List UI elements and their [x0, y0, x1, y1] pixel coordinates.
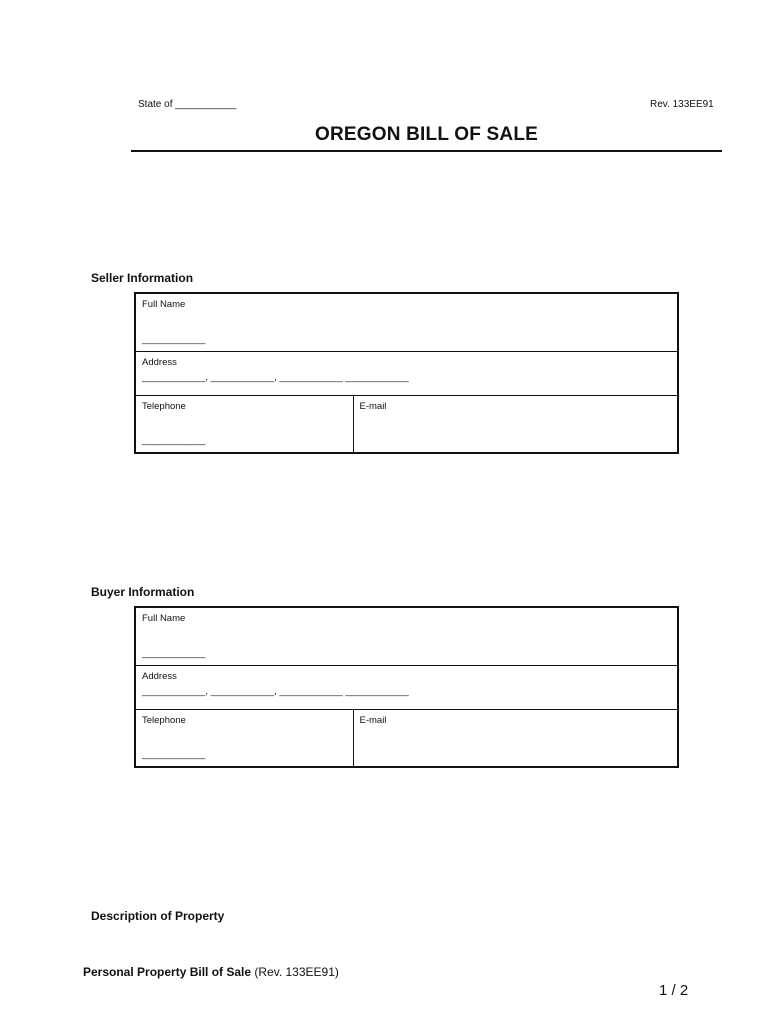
buyer-telephone-field[interactable]: ____________: [142, 749, 206, 760]
property-heading: Description of Property: [91, 909, 225, 923]
seller-email-label: E-mail: [359, 401, 387, 412]
buyer-full-name-label: Full Name: [142, 613, 186, 624]
seller-info-table: [134, 292, 679, 454]
buyer-address-field[interactable]: ____________, ____________, ____________ ____________: [142, 686, 409, 697]
seller-address-label: Address: [142, 357, 177, 368]
seller-heading: Seller Information: [91, 271, 194, 285]
seller-telephone-label: Telephone: [142, 401, 186, 412]
seller-full-name-field[interactable]: ____________: [142, 334, 206, 345]
buyer-telephone-cell[interactable]: [135, 710, 353, 768]
state-field: State of ___________: [138, 99, 237, 110]
page-title: OREGON BILL OF SALE: [314, 124, 538, 145]
footer-document-name: [83, 965, 339, 979]
title-divider: [131, 150, 722, 152]
buyer-address-cell[interactable]: [135, 666, 678, 710]
buyer-heading: Buyer Information: [91, 585, 195, 599]
footer-doc-title: Personal Property Bill of Sale: [83, 965, 252, 979]
seller-address-cell[interactable]: [135, 352, 678, 396]
seller-full-name-cell[interactable]: [135, 293, 678, 352]
seller-email-cell[interactable]: [353, 396, 678, 454]
buyer-full-name-field[interactable]: ____________: [142, 648, 206, 659]
buyer-full-name-cell[interactable]: [135, 607, 678, 666]
buyer-info-table: [134, 606, 679, 768]
seller-full-name-label: Full Name: [142, 299, 186, 310]
seller-telephone-field[interactable]: ____________: [142, 435, 206, 446]
buyer-telephone-label: Telephone: [142, 715, 186, 726]
page-number: 1 / 2: [659, 982, 689, 999]
buyer-address-label: Address: [142, 671, 177, 682]
footer-doc-revision: (Rev. 133EE91): [251, 965, 339, 979]
buyer-email-label: E-mail: [359, 715, 387, 726]
revision-label: Rev. 133EE91: [650, 99, 714, 110]
buyer-email-cell[interactable]: [353, 710, 678, 768]
seller-telephone-cell[interactable]: [135, 396, 353, 454]
seller-address-field[interactable]: ____________, ____________, ____________ ____________: [142, 372, 409, 383]
